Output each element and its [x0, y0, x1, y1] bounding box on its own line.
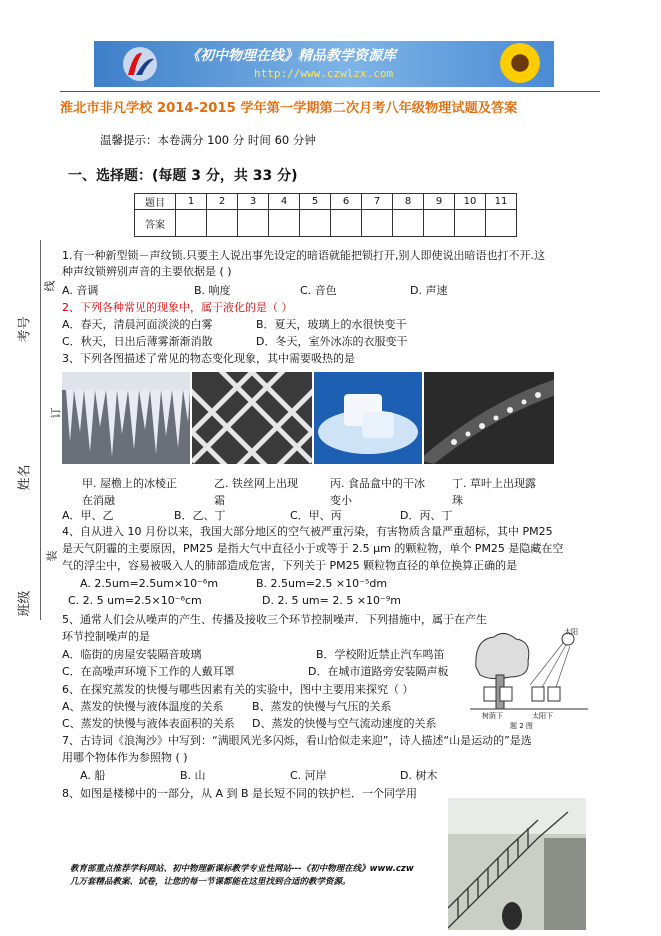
- table-cell: 8: [393, 194, 424, 210]
- question-2-stem: 2、下列各种常见的现象中，属于液化的是（ ）: [62, 301, 293, 314]
- table-row: [135, 194, 517, 210]
- q2-option-a[interactable]: A．春天，清晨河面淡淡的白雾: [62, 318, 213, 331]
- answer-cell[interactable]: [393, 210, 424, 237]
- dry-ice-image: [314, 372, 422, 464]
- q6-option-a[interactable]: A、蒸发的快慢与液体温度的关系: [62, 700, 224, 713]
- class-label: 班级: [17, 590, 33, 617]
- banner-title: 《初中物理在线》精品教学资源库: [186, 48, 396, 64]
- table-cell: 6: [331, 194, 362, 210]
- question-1-line1: 1.有一种新型锁－声纹锁.只要主人说出事先设定的暗语就能把锁打开,别人即使说出暗语也打不开.这: [62, 249, 545, 262]
- q5-option-d[interactable]: D．在城市道路旁安装隔声板: [308, 665, 449, 678]
- q6-option-c[interactable]: C、蒸发的快慢与液体表面积的关系: [62, 717, 235, 730]
- figure-caption: 题 2 图: [510, 722, 533, 730]
- q2-option-c[interactable]: C．秋天，日出后薄雾渐渐消散: [62, 335, 213, 348]
- q3-option-d[interactable]: D．丙、丁: [400, 509, 453, 522]
- question-4-line3: 气的浮尘中，容易被吸入人的肺部造成危害，下列关于 PM25 颗粒物直径的单位换算正确的是: [62, 559, 518, 572]
- caption-bing: 丙. 食品盒中的干冰变小: [330, 477, 425, 507]
- table-cell: 5: [300, 194, 331, 210]
- q5-option-a[interactable]: A．临街的房屋安装隔音玻璃: [62, 648, 202, 661]
- q1-option-b[interactable]: B. 响度: [194, 284, 231, 297]
- footer: [70, 863, 570, 889]
- table-cell: 7: [362, 194, 393, 210]
- answer-cell[interactable]: [362, 210, 393, 237]
- q6-option-b[interactable]: B、蒸发的快慢与气压的关系: [252, 700, 392, 713]
- exam-tip: 温馨提示：本卷满分 100 分 时间 60 分钟: [100, 133, 316, 147]
- figure-label-sunlit: 太阳下: [532, 712, 553, 720]
- question-5-line1: 5、通常人们会从噪声的产生、传播及接收三个环节控制噪声．下列措施中，属于在产生: [62, 613, 487, 626]
- logo-icon: [120, 45, 160, 83]
- sunflower-icon: [500, 43, 540, 83]
- section-heading: 一、选择题：(每题 3 分，共 33 分): [68, 168, 298, 184]
- question-3-stem: 3、下列各图描述了常见的物态变化现象，其中需要吸热的是: [62, 352, 355, 365]
- answer-cell[interactable]: [455, 210, 486, 237]
- table-cell: 10: [455, 194, 486, 210]
- q4-option-a[interactable]: A. 2.5um=2.5um×10⁻⁶m: [80, 577, 219, 590]
- q3-option-c[interactable]: C．甲、丙: [290, 509, 342, 522]
- evaporation-figure: [470, 627, 588, 731]
- answer-cell[interactable]: [424, 210, 455, 237]
- question-4-line1: 4、自从进入 10 月份以来，我国大部分地区的空气被严重污染，有害物质含量严重超标，其中 PM25: [62, 525, 553, 538]
- binding-mark-zhuang: 装: [45, 550, 59, 562]
- table-cell: 2: [207, 194, 238, 210]
- table-header-cell: 题目: [135, 194, 176, 210]
- binding-mark-ding: 订: [49, 407, 63, 419]
- student-name-label: 姓名: [17, 464, 33, 491]
- question-1-line2: 种声纹锁辨别声音的主要依据是 ( ): [62, 265, 232, 278]
- q1-option-a[interactable]: A. 音调: [62, 284, 99, 297]
- figure-label-sun: 太阳: [564, 628, 578, 636]
- answer-cell[interactable]: [300, 210, 331, 237]
- question-7-line2: 用哪个物体作为参照物 ( ): [62, 751, 188, 764]
- q7-option-d[interactable]: D. 树木: [400, 769, 438, 782]
- banner-url[interactable]: http://www.czwlzx.com: [254, 67, 394, 80]
- question-7-line1: 7、古诗词《浪淘沙》中写到：“满眼风光多闪烁，看山恰似走来迎”，诗人描述“山是运动的”是选: [62, 734, 532, 747]
- q4-option-d[interactable]: D. 2. 5 um= 2. 5 ×10⁻⁹m: [262, 594, 401, 607]
- q7-option-a[interactable]: A. 船: [80, 769, 106, 782]
- question-5-line2: 环节控制噪声的是: [62, 630, 150, 643]
- table-row: [135, 210, 517, 237]
- q5-option-b[interactable]: B．学校附近禁止汽车鸣笛: [316, 648, 445, 661]
- question-4-line2: 是天气阴霾的主要原因，PM25 是指大气中直径小于或等于 2.5 μm 的颗粒物，单个 PM25 是隐藏在空: [62, 542, 564, 555]
- table-cell: 4: [269, 194, 300, 210]
- icicles-image: [62, 372, 190, 464]
- q5-option-c[interactable]: C．在高噪声环境下工作的人戴耳罩: [62, 665, 235, 678]
- binding-line: [40, 240, 41, 620]
- dew-leaf-image: [424, 372, 554, 464]
- caption-jia: 甲. 屋檐上的冰棱正在消融: [82, 477, 177, 507]
- footer-line-1: 教育部重点推荐学科网站、初中物理新课标教学专业性网站---《初中物理在线》www.czw: [70, 864, 414, 874]
- answer-cell[interactable]: [269, 210, 300, 237]
- q6-option-d[interactable]: D、蒸发的快慢与空气流动速度的关系: [252, 717, 437, 730]
- answer-table: [134, 193, 517, 237]
- table-cell: 3: [238, 194, 269, 210]
- answer-cell[interactable]: [331, 210, 362, 237]
- table-cell: 1: [176, 194, 207, 210]
- table-cell: 9: [424, 194, 455, 210]
- table-header-cell: 答案: [135, 210, 176, 237]
- footer-line-2: 几万套精品教案、试卷，让您的每一节课都能在这里找到合适的教学资源。: [70, 877, 351, 887]
- caption-ding: 丁. 草叶上出现露珠: [452, 477, 536, 507]
- answer-cell[interactable]: [207, 210, 238, 237]
- caption-yi: 乙. 铁丝网上出现霜: [214, 477, 298, 507]
- header-banner: [94, 41, 554, 87]
- q1-option-d[interactable]: D. 声速: [410, 284, 448, 297]
- q3-option-a[interactable]: A．甲、乙: [62, 509, 114, 522]
- answer-cell[interactable]: [238, 210, 269, 237]
- q4-option-b[interactable]: B. 2.5um=2.5 ×10⁻⁵dm: [256, 577, 388, 590]
- q1-option-c[interactable]: C. 音色: [300, 284, 337, 297]
- table-cell: 11: [486, 194, 517, 210]
- answer-cell[interactable]: [486, 210, 517, 237]
- q2-option-d[interactable]: D．冬天，室外冰冻的衣服变干: [256, 335, 408, 348]
- question-8-stem: 8、如图是楼梯中的一部分，从 A 到 B 是长短不同的铁护栏．一个同学用: [62, 787, 418, 800]
- q7-option-c[interactable]: C. 河岸: [290, 769, 327, 782]
- binding-mark-xian: 线: [43, 280, 57, 292]
- document-title: 淮北市非凡学校 2014-2015 学年第一学期第二次月考八年级物理试题及答案: [60, 101, 518, 116]
- answer-cell[interactable]: [176, 210, 207, 237]
- header-divider: [60, 91, 600, 92]
- q3-option-b[interactable]: B．乙、丁: [174, 509, 226, 522]
- figure-label-shade: 树荫下: [482, 712, 503, 720]
- q2-option-b[interactable]: B．夏天，玻璃上的水很快变干: [256, 318, 407, 331]
- frost-fence-image: [192, 372, 312, 464]
- q4-option-c[interactable]: C. 2. 5 um=2.5×10⁻⁶cm: [68, 594, 202, 607]
- q7-option-b[interactable]: B. 山: [180, 769, 206, 782]
- question-6-stem: 6、在探究蒸发的快慢与哪些因素有关的实验中，图中主要用来探究（ ）: [62, 683, 414, 696]
- exam-number-label: 考号: [17, 316, 33, 343]
